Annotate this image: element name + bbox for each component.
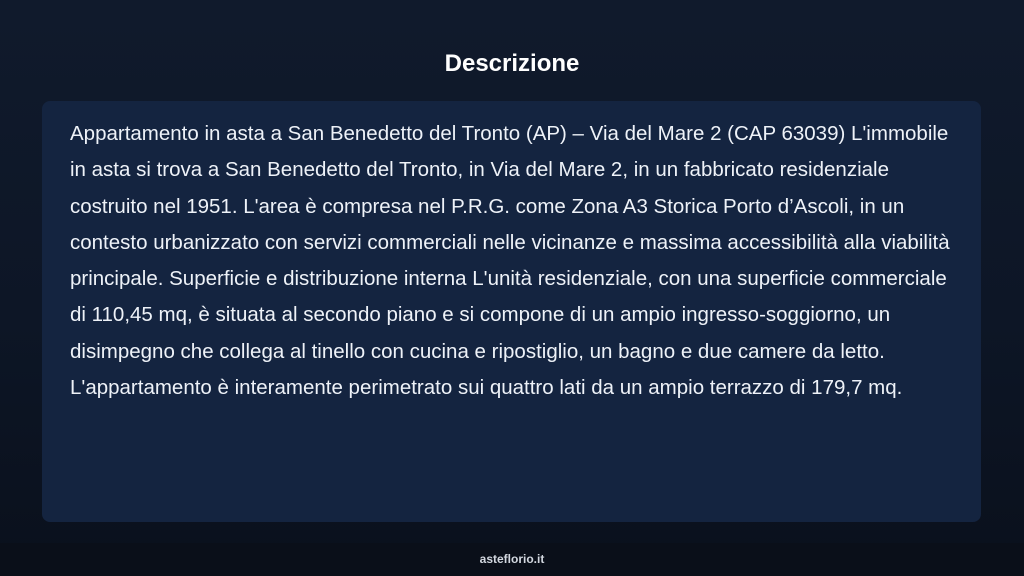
footer-brand: asteflorio.it — [479, 552, 545, 566]
description-text: Appartamento in asta a San Benedetto del Tronto (AP) – Via del Mare 2 (CAP 63039) L'immobile in asta si trova a San Benedetto del Tronto, in Via del Mare 2, in un fabbricato residenziale costruito nel 1951. L'area è compresa nel P.R.G. come Zona A3 Storica Porto d’Ascoli, in un contesto urbanizzato con servizi commerciali nelle vicinanze e massima accessibilità alla viabilità principale. Superficie e distribuzione interna L'unità residenziale, con una superficie commerciale di 110,45 mq, è situata al secondo piano e si compone di un ampio ingresso-soggiorno, un disimpegno che collega al tinello con cucina e ripostiglio, un bagno e due camere da letto. L'appartamento è interamente perimetrato sui quattro lati da un ampio terrazzo di 179,7 mq. — [70, 122, 950, 400]
footer-bar — [0, 543, 1024, 576]
description-card — [42, 101, 981, 522]
section-title: Descrizione — [444, 50, 580, 77]
